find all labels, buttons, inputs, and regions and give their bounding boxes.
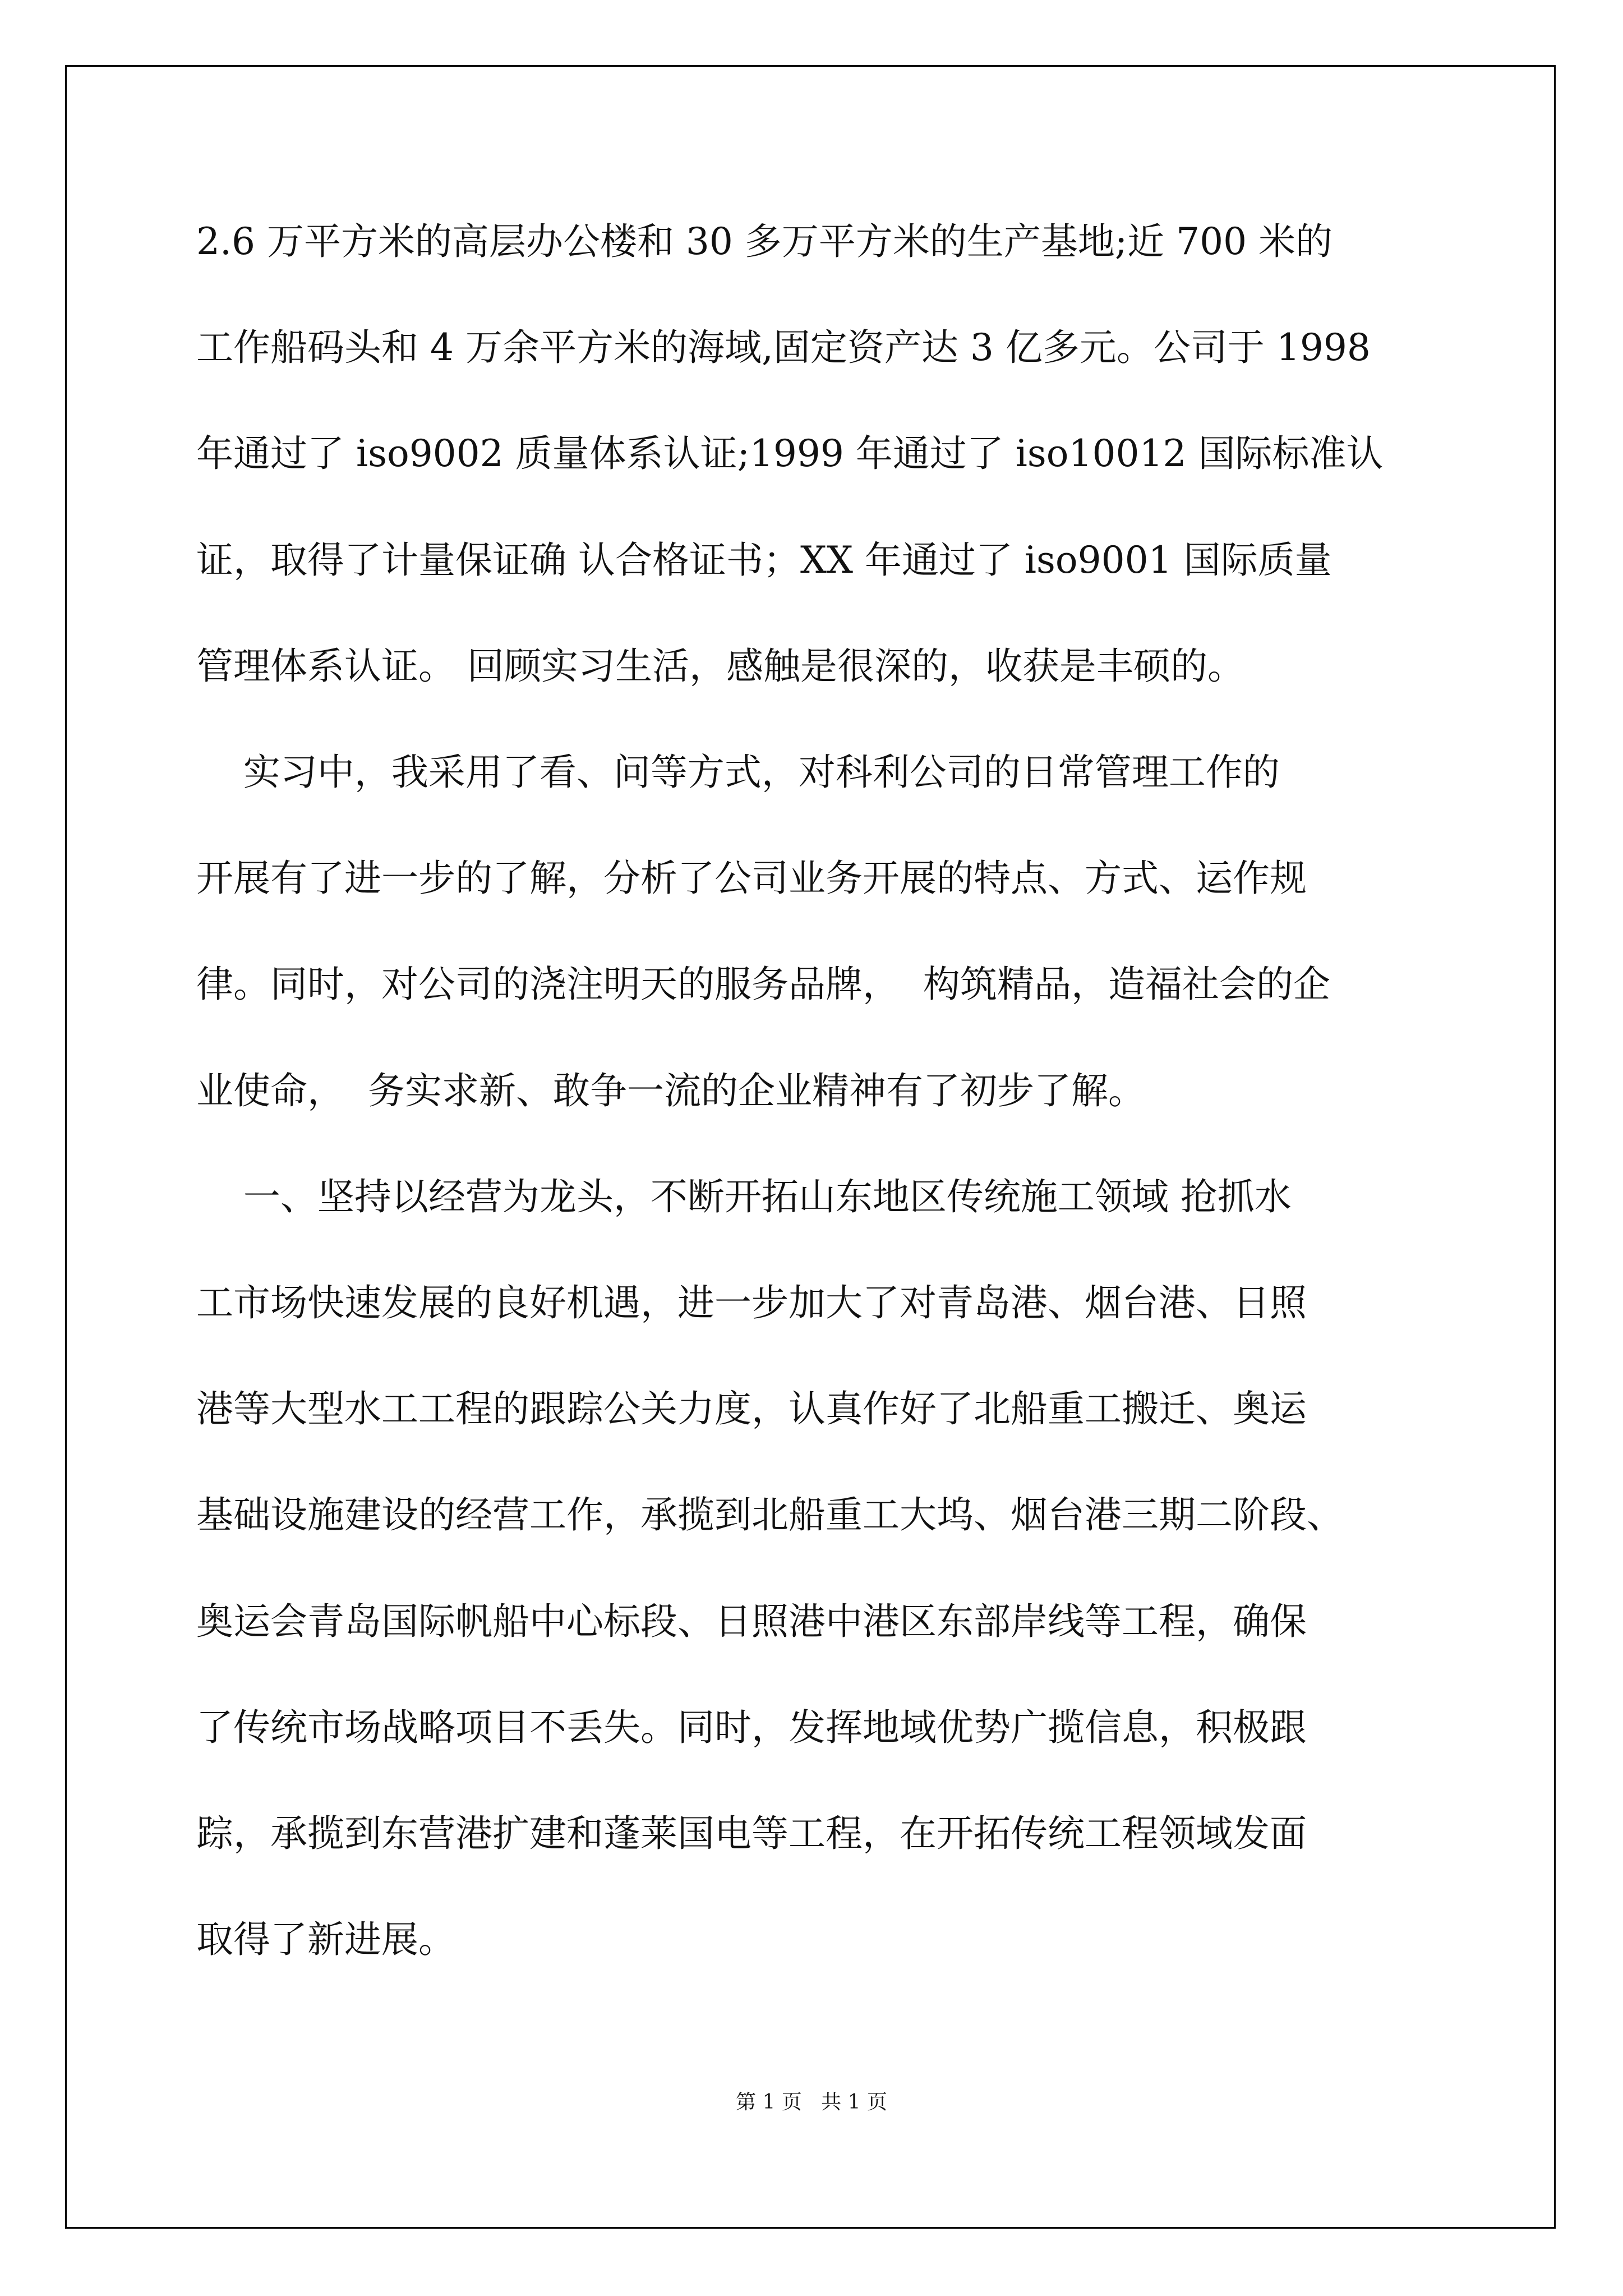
text-line: 实习中，我采用了看、问等方式，对科利公司的日常管理工作的	[196, 751, 1280, 794]
text-line: 证，取得了计量保证确 认合格证书；XX 年通过了 iso9001 国际质量	[196, 539, 1332, 582]
text-line: 开展有了进一步的了解，分析了公司业务开展的特点、方式、运作规	[196, 857, 1307, 900]
text-line: 管理体系认证。 回顾实习生活，感触是很深的，收获是丰硕的。	[196, 645, 1244, 688]
text-line: 工作船码头和 4 万余平方米的海域,固定资产达 3 亿多元。公司于 1998	[196, 326, 1371, 369]
page-border	[65, 65, 1556, 2229]
text-line: 2.6 万平方米的高层办公楼和 30 多万平方米的生产基地;近 700 米的	[196, 220, 1333, 263]
text-line: 工市场快速发展的良好机遇，进一步加大了对青岛港、烟台港、日照	[196, 1281, 1307, 1324]
text-line: 取得了新进展。	[196, 1918, 455, 1961]
text-line: 律。同时，对公司的浇注明天的服务品牌， 构筑精品，造福社会的企	[196, 963, 1330, 1006]
text-line: 了传统市场战略项目不丢失。同时，发挥地域优势广揽信息，积极跟	[196, 1706, 1307, 1749]
page-number-footer: 第 1 页 共 1 页	[736, 2091, 887, 2114]
text-line: 业使命， 务实求新、敢争一流的企业精神有了初步了解。	[196, 1069, 1145, 1112]
text-line: 奥运会青岛国际帆船中心标段、日照港中港区东部岸线等工程，确保	[196, 1600, 1307, 1643]
text-line: 年通过了 iso9002 质量体系认证;1999 年通过了 iso10012 国际标准认	[196, 432, 1384, 475]
text-line: 一、坚持以经营为龙头，不断开拓山东地区传统施工领域 抢抓水	[196, 1175, 1292, 1218]
text-line: 踪，承揽到东营港扩建和蓬莱国电等工程，在开拓传统工程领域发面	[196, 1812, 1307, 1855]
text-line: 基础设施建设的经营工作，承揽到北船重工大坞、烟台港三期二阶段、	[196, 1493, 1344, 1536]
text-line: 港等大型水工工程的跟踪公关力度，认真作好了北船重工搬迁、奥运	[196, 1387, 1307, 1430]
